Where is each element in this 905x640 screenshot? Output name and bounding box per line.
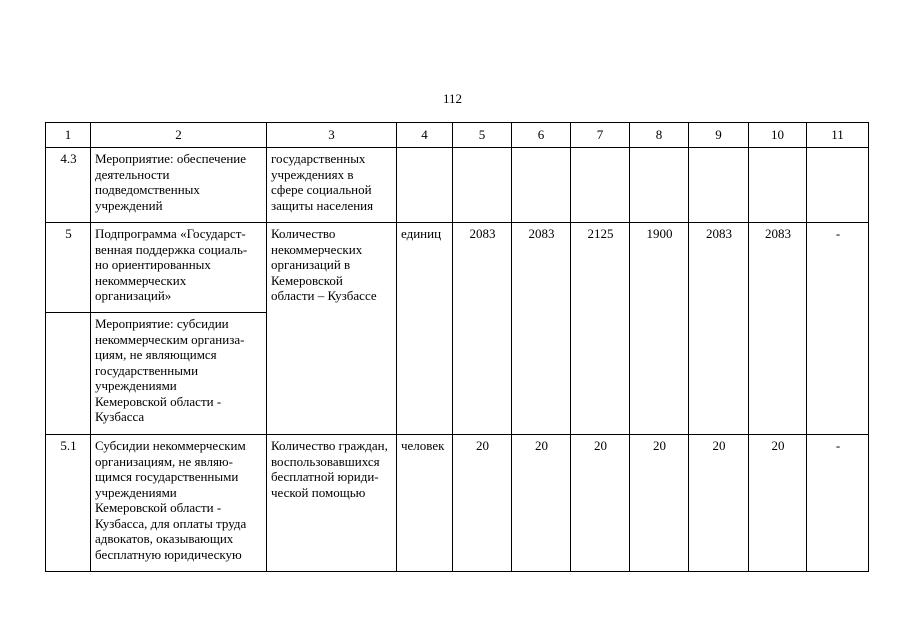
row-number: [46, 313, 91, 435]
row-value: 20: [689, 435, 749, 572]
header-cell-7: 7: [571, 123, 630, 148]
row-value: 2083: [453, 223, 512, 435]
table-row: [46, 148, 869, 223]
row-value: -: [807, 223, 869, 435]
row-value: 20: [749, 435, 807, 572]
header-cell-2: 2: [91, 123, 267, 148]
indicators-table: [45, 122, 869, 572]
row-value: [453, 148, 512, 223]
row-value: [807, 148, 869, 223]
header-cell-3: 3: [267, 123, 397, 148]
row-value: 1900: [630, 223, 689, 435]
row-value: 20: [453, 435, 512, 572]
row-number: 4.3: [46, 148, 91, 223]
header-cell-4: 4: [397, 123, 453, 148]
row-value: 20: [512, 435, 571, 572]
row-value: 2083: [689, 223, 749, 435]
row-name: Мероприятие: обеспечение деятельности подведомственных учреждений: [91, 148, 267, 223]
row-value: [749, 148, 807, 223]
header-cell-10: 10: [749, 123, 807, 148]
row-value: -: [807, 435, 869, 572]
table-row: [46, 223, 869, 313]
row-value: 20: [630, 435, 689, 572]
row-indicator: Количество граждан, воспользовавшихся бесплатной юриди- ческой помощью: [267, 435, 397, 572]
row-number: 5: [46, 223, 91, 313]
row-name: Субсидии некоммерческим организациям, не являю- щимся государственными учреждениями Кемеровской области - Кузбасса, для оплаты труда адвокатов, оказывающих бесплатную юридическую: [91, 435, 267, 572]
row-unit: [397, 148, 453, 223]
header-cell-8: 8: [630, 123, 689, 148]
row-value: [689, 148, 749, 223]
row-indicator: государственных учреждениях в сфере социальной защиты населения: [267, 148, 397, 223]
header-cell-9: 9: [689, 123, 749, 148]
row-value: 20: [571, 435, 630, 572]
row-number: 5.1: [46, 435, 91, 572]
row-name: Мероприятие: субсидии некоммерческим организа- циям, не являющимся государственными учреждениями Кемеровской области - Кузбасса: [91, 313, 267, 435]
row-unit: единиц: [397, 223, 453, 435]
table-row: [46, 435, 869, 572]
header-cell-5: 5: [453, 123, 512, 148]
row-value: [630, 148, 689, 223]
row-value: 2083: [749, 223, 807, 435]
row-indicator: Количество некоммерческих организаций в Кемеровской области – Кузбассе: [267, 223, 397, 435]
row-value: 2125: [571, 223, 630, 435]
header-cell-6: 6: [512, 123, 571, 148]
header-cell-1: 1: [46, 123, 91, 148]
header-cell-11: 11: [807, 123, 869, 148]
row-value: [512, 148, 571, 223]
row-unit: человек: [397, 435, 453, 572]
table-header-row: [46, 123, 869, 148]
page-number: 112: [442, 91, 463, 106]
row-value: 2083: [512, 223, 571, 435]
row-name: Подпрограмма «Государст- венная поддержка социаль- но ориентированных некоммерческих организаций»: [91, 223, 267, 313]
row-value: [571, 148, 630, 223]
